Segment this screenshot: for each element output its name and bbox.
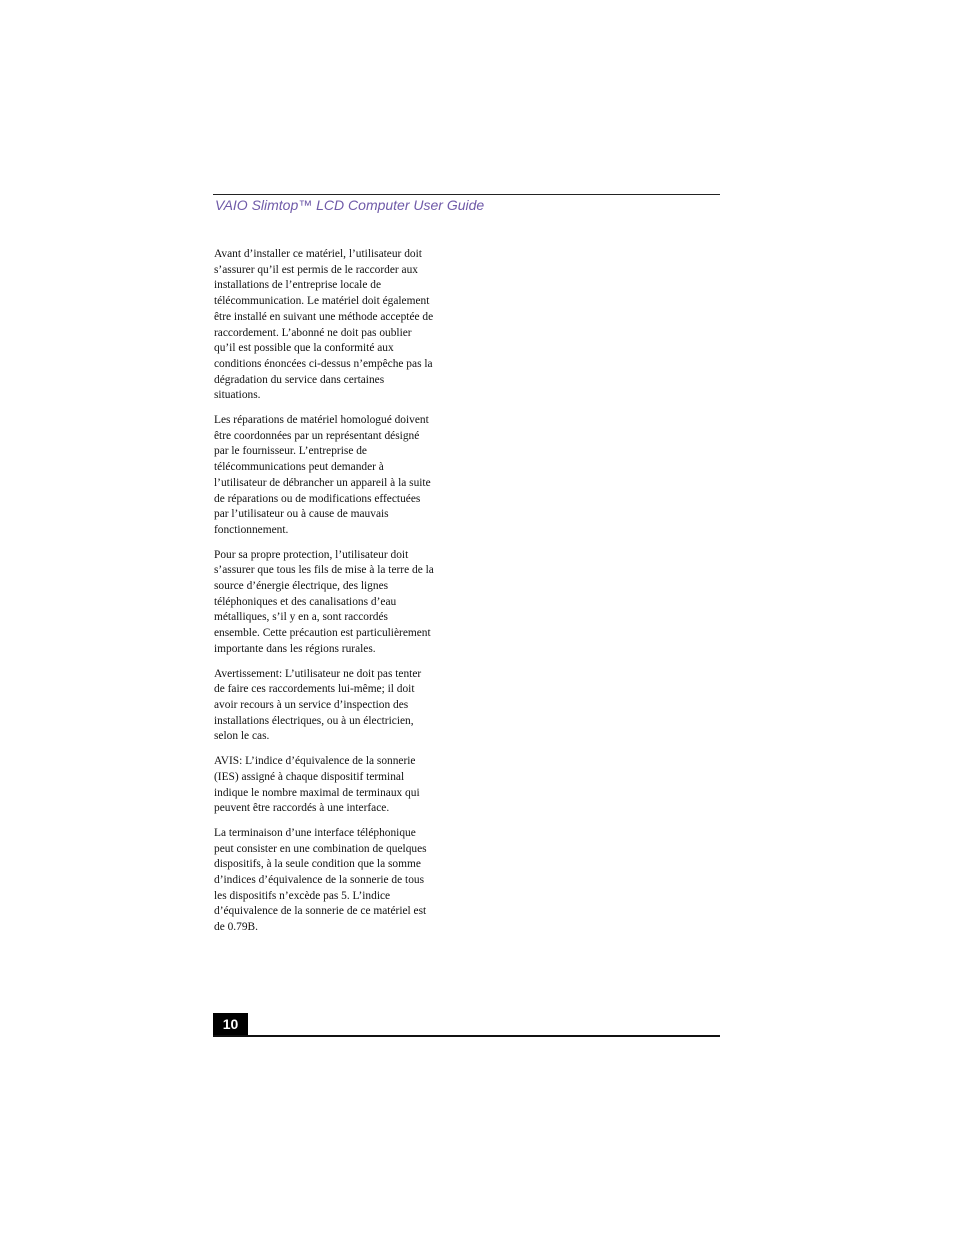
text-line: La terminaison d’une interface téléphonique	[214, 826, 416, 839]
text-line: métalliques, s’il y en a, sont raccordés	[214, 611, 388, 624]
text-line: d’équivalence de la sonnerie de ce matériel est	[214, 905, 427, 918]
text-line: téléphoniques et des canalisations d’eau	[214, 595, 397, 608]
text-line: qu’il est possible que la conformité aux	[214, 342, 394, 355]
text-line: les dispositifs n’excède pas 5. L’indice	[214, 889, 391, 902]
page-number-box	[213, 1013, 248, 1037]
text-line: peut consister en une combination de quelques	[214, 842, 427, 855]
body-text	[214, 247, 454, 945]
text-line: de 0.79B.	[214, 921, 258, 934]
text-line: de réparations ou de modifications effectuées	[214, 492, 421, 505]
text-line: par l’utilisateur ou à cause de mauvais	[214, 508, 389, 521]
text-line: Avant d’installer ce matériel, l’utilisateur doit	[214, 248, 422, 260]
text-line: de faire ces raccordements lui-même; il doit	[214, 683, 415, 696]
text-line: source d’énergie électrique, des lignes	[214, 580, 389, 593]
text-line: peuvent être raccordés à une interface.	[214, 802, 390, 815]
page-number: 10	[222, 1016, 239, 1032]
paragraph-warning	[214, 667, 454, 746]
text-line: situations.	[214, 389, 261, 402]
text-line: d’indices d’équivalence de la sonnerie de tous	[214, 874, 425, 887]
text-line: l’utilisateur de débrancher un appareil à la suite	[214, 476, 431, 489]
paragraph-termination	[214, 826, 454, 936]
text-line: télécommunications peut demander à	[214, 461, 384, 474]
text-line: s’assurer qu’il est permis de le raccorder aux	[214, 263, 418, 276]
text-line: fonctionnement.	[214, 523, 289, 536]
text-line: indique le nombre maximal de terminaux qui	[214, 786, 420, 799]
paragraph-repairs	[214, 413, 454, 539]
text-line: s’assurer que tous les fils de mise à la terre de la	[214, 564, 434, 577]
text-line: Avertissement: L’utilisateur ne doit pas tenter	[214, 667, 422, 680]
text-line: avoir recours à un service d’inspection des	[214, 698, 409, 711]
paragraph-installation	[214, 247, 454, 404]
footer-rule	[213, 1035, 720, 1037]
text-line: Pour sa propre protection, l’utilisateur doit	[214, 548, 409, 561]
text-line: ensemble. Cette précaution est particulièrement	[214, 627, 431, 640]
text-line: conditions énoncées ci-dessus n’empêche pas la	[214, 357, 433, 370]
text-line: (IES) assigné à chaque dispositif terminal	[214, 770, 405, 783]
text-line: dispositifs, à la seule condition que la somme	[214, 858, 421, 871]
paragraph-notice	[214, 754, 454, 817]
text-line: télécommunication. Le matériel doit également	[214, 295, 430, 308]
text-line: être coordonnées par un représentant désigné	[214, 429, 420, 442]
text-line: installations électriques, ou à un électricien,	[214, 714, 414, 727]
text-line: raccordement. L’abonné ne doit pas oublier	[214, 326, 412, 339]
text-line: importante dans les régions rurales.	[214, 642, 376, 655]
text-line: Les réparations de matériel homologué doivent	[214, 414, 429, 427]
text-line: selon le cas.	[214, 730, 270, 743]
text-line: par le fournisseur. L’entreprise de	[214, 445, 367, 458]
running-header-title: VAIO Slimtop™ LCD Computer User Guide	[215, 197, 485, 213]
header-rule	[213, 194, 720, 195]
paragraph-grounding	[214, 548, 454, 658]
text-line: installations de l’entreprise locale de	[214, 279, 381, 292]
text-line: être installé en suivant une méthode acceptée de	[214, 310, 434, 323]
text-line: dégradation du service dans certaines	[214, 373, 385, 386]
text-line: AVIS: L’indice d’équivalence de la sonnerie	[214, 755, 416, 768]
